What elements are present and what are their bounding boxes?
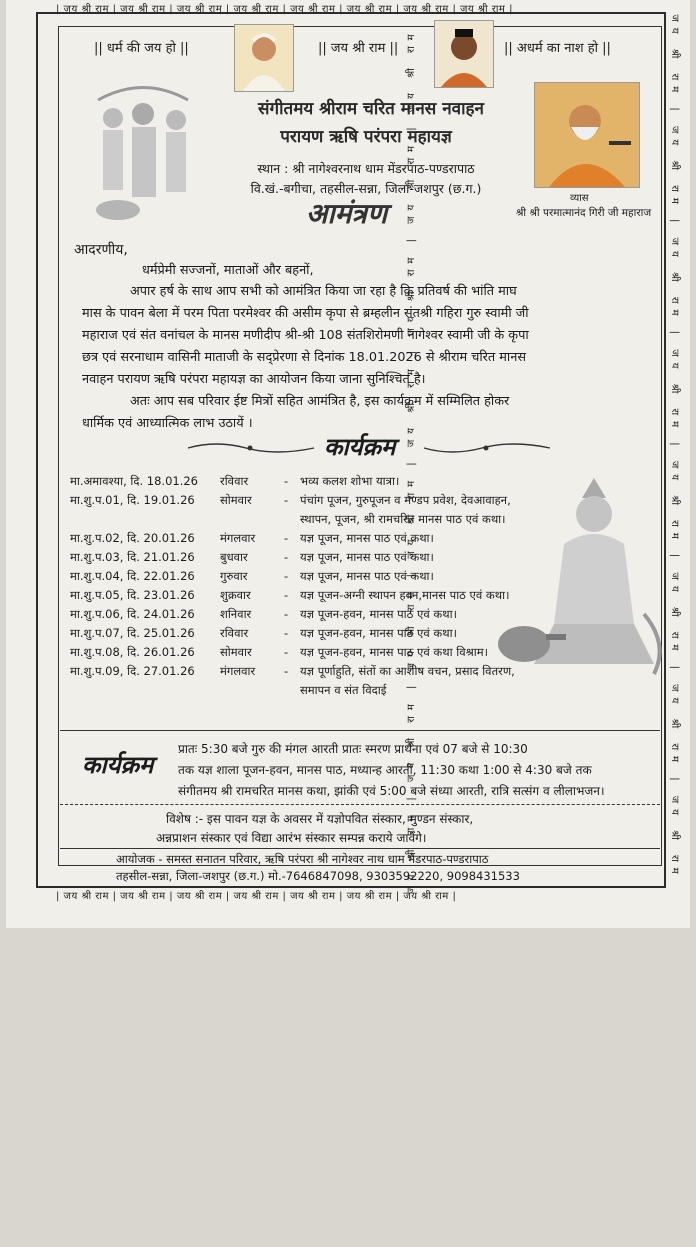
flourish-right: [422, 440, 552, 456]
guru-role: व्यास: [570, 193, 589, 204]
daily-section-divider: [60, 730, 660, 731]
letter-line5: छत्र एवं सरनाधाम वासिनी माताजी के सद्प्रेरणा से दिनांक 18.01.2026 से श्रीराम चरित मानस: [82, 350, 526, 365]
daily-line1: प्रातः 5:30 बजे गुरु की मंगल आरती प्रातः स्मरण प्रार्थना एवं 07 बजे से 10:30: [178, 742, 528, 756]
daily-program-heading: कार्यक्रम: [82, 750, 154, 779]
border-text-left: जय श्री राम | जय श्री राम | जय श्री राम | जय श्री राम | जय श्री राम | जय श्री राम | जय श्री राम | जय श्री राम: [406, 28, 417, 894]
schedule-row-continued: स्थापन, पूजन, श्री रामचरित मानस पाठ एवं कथा।: [300, 512, 506, 526]
organizer-line2: तहसील-सन्ना, जिला-जशपुर (छ.ग.) मो.-7646847098, 9303592220, 9098431533: [116, 869, 520, 883]
border-text-top: | जय श्री राम | जय श्री राम | जय श्री राम | जय श्री राम | जय श्री राम | जय श्री राम | जय श्री राम | जय श्री राम |: [56, 4, 513, 15]
special-section-divider: [60, 804, 660, 805]
flourish-left: [186, 440, 316, 456]
schedule-row: मा.शु.प.07, दि. 25.01.26 रविवार - यज्ञ पूजन-हवन, मानस पाठ एवं कथा।: [70, 626, 457, 640]
schedule-row: मा.शु.प.02, दि. 20.01.26 मंगलवार - यज्ञ पूजन, मानस पाठ एवं कथा।: [70, 531, 434, 545]
daily-line2: तक यज्ञ शाला पूजन-हवन, मानस पाठ, मध्यान्ह आरती, 11:30 कथा 1:00 से 4:30 बजे तक: [178, 763, 592, 777]
schedule-table: [70, 474, 515, 702]
letter-line4: महाराज एवं संत वनांचल के मानस मणीदीप श्री-श्री 108 संतशिरोमणी नागेश्वर स्वामी जी के कृपा: [82, 328, 529, 343]
schedule-row-continued: समापन व संत विदाई: [300, 683, 387, 697]
header-center-motto: || जय श्री राम ||: [318, 41, 399, 56]
schedule-row: मा.शु.प.05, दि. 23.01.26 शुक्रवार - यज्ञ पूजन-अग्नी स्थापन हवन,मानस पाठ एवं कथा।: [70, 588, 510, 602]
special-line2: अन्नप्राशन संस्कार एवं विद्या आरंभ संस्कार सम्पन्न कराये जावेंगे।: [156, 831, 427, 845]
schedule-row: मा.शु.प.09, दि. 27.01.26 मंगलवार - यज्ञ पूर्णाहुति, संतों का आशीष वचन, प्रसाद वितरण,: [70, 664, 515, 678]
border-text-bottom: | जय श्री राम | जय श्री राम | जय श्री राम | जय श्री राम | जय श्री राम | जय श्री राम | जय श्री राम |: [56, 891, 457, 902]
letter-line2: अपार हर्ष के साथ आप सभी को आमंत्रित किया जा रहा है कि प्रतिवर्ष की भांति माघ: [130, 284, 517, 299]
letter-line6: नवाहन परायण ऋषि परंपरा महायज्ञ का आयोजन किया जाना सुनिश्चित है।: [82, 372, 426, 387]
letter-line8: धार्मिक एवं आध्यात्मिक लाभ उठायें ।: [82, 416, 253, 431]
special-line1: विशेष :- इस पावन यज्ञ के अवसर में यज्ञोपवित संस्कार, मुण्डन संस्कार,: [166, 812, 474, 826]
daily-line3: संगीतमय श्री रामचरित मानस कथा, झांकी एवं 5:00 बजे संध्या आरती, रात्रि सत्संग व लीलाभजन।: [178, 784, 605, 798]
event-title-line1: संगीतमय श्रीराम चरित मानस नवाहन: [258, 99, 484, 119]
venue-line2: वि.खं.-बगीचा, तहसील-सन्ना, जिला-जशपुर (छ.ग.): [250, 181, 482, 196]
schedule-row: मा.शु.प.06, दि. 24.01.26 शनिवार - यज्ञ पूजन-हवन, मानस पाठ एवं कथा।: [70, 607, 457, 621]
venue-line1: स्थान : श्री नागेश्वरनाथ धाम मेंडरपाठ-पण्डरापाठ: [257, 161, 475, 176]
schedule-row: मा.शु.प.03, दि. 21.01.26 बुधवार - यज्ञ पूजन, मानस पाठ एवं कथा।: [70, 550, 434, 564]
letter-salutation: आदरणीय,: [74, 242, 128, 258]
letter-line3: मास के पावन बेला में परम पिता परमेश्वर की असीम कृपा से ब्रम्हलीन संतश्री गहिरा गुरु स्वामी जी: [82, 306, 529, 321]
event-title-line2: परायण ऋषि परंपरा महायज्ञ: [280, 127, 452, 147]
schedule-row: मा.शु.प.04, दि. 22.01.26 गुरुवार - यज्ञ पूजन, मानस पाठ एवं कथा।: [70, 569, 434, 583]
header-right-motto: || अधर्म का नाश हो ||: [504, 41, 611, 56]
border-text-right: जय श्री राम | जय श्री राम | जय श्री राम | जय श्री राम | जय श्री राम | जय श्री राम | जय श्री राम | जय श्री राम: [669, 14, 680, 880]
organizer-line1: आयोजक - समस्त सनातन परिवार, ऋषि परंपरा श्री नागेश्वर नाथ धाम मेंडरपाठ-पण्डरापाठ: [116, 852, 489, 866]
schedule-row: मा.अमावश्या, दि. 18.01.26 रविवार - भव्य कलश शोभा यात्रा।: [70, 474, 400, 488]
letter-line1: धर्मप्रेमी सज्जनों, माताओं और बहनों,: [142, 263, 314, 278]
invitation-heading: आमंत्रण: [306, 197, 388, 230]
letter-line7: अतः आप सब परिवार ईष्ट मित्रों सहित आमंत्रित है, इस कार्यक्रम में सम्मिलित होकर: [130, 394, 510, 409]
guru-name: श्री श्री परमात्मानंद गिरी जी महाराज: [516, 207, 652, 219]
invitation-card: [6, 0, 690, 928]
hanuman-illustration: [494, 474, 674, 684]
program-heading: कार्यक्रम: [324, 432, 396, 461]
saint-photo-left: [234, 24, 294, 92]
header-left-motto: || धर्म की जय हो ||: [94, 41, 189, 56]
schedule-row: मा.शु.प.01, दि. 19.01.26 सोमवार - पंचांग पूजन, गुरुपूजन व मण्डप प्रवेश, देवआवाहन,: [70, 493, 511, 507]
guru-photo: [534, 82, 640, 188]
schedule-row: मा.शु.प.08, दि. 26.01.26 सोमवार - यज्ञ पूजन-हवन, मानस पाठ एवं कथा विश्राम।: [70, 645, 488, 659]
organizer-section-divider: [60, 848, 660, 849]
saint-photo-right: [434, 20, 494, 88]
